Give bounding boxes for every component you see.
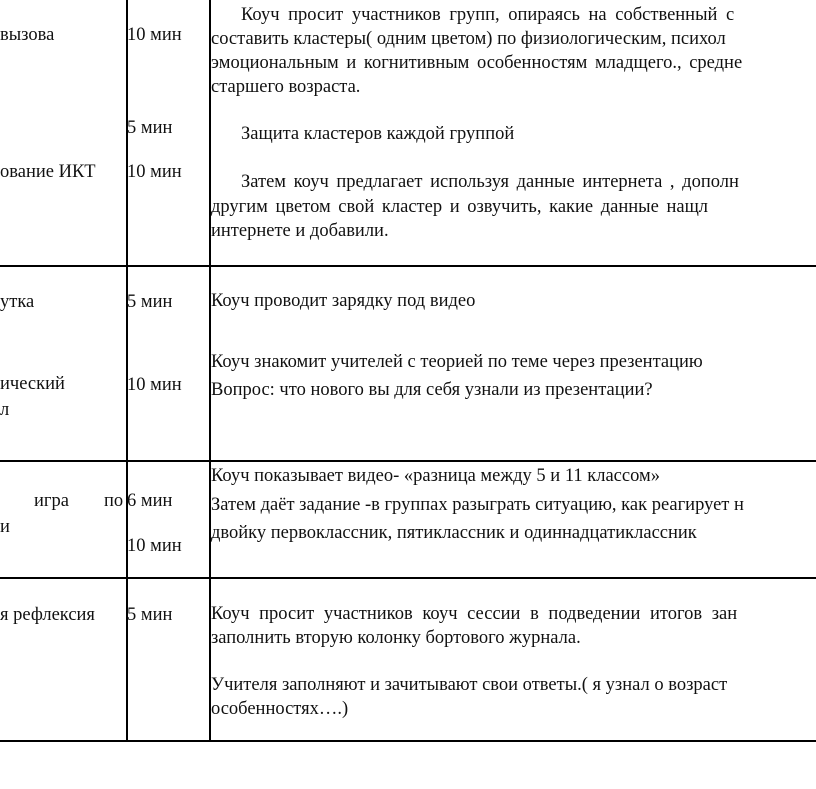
activity-cell-text: по: [104, 491, 124, 511]
content-line: составить кластеры( одним цветом) по физиологическим, психол: [211, 29, 726, 49]
content-line: Защита кластеров каждой группой: [241, 124, 515, 144]
content-line: Коуч проводит зарядку под видео: [211, 291, 476, 311]
activity-cell-text: утка: [0, 292, 35, 312]
activity-cell-text: ование ИКТ: [0, 162, 96, 182]
time-cell-text: 10 мин: [127, 25, 182, 45]
content-line: Учителя заполняют и зачитывают свои ответы.( я узнал о возраст: [211, 675, 728, 695]
time-cell-text: 6 мин: [127, 491, 173, 511]
activity-cell-text: вызова: [0, 25, 55, 45]
activity-cell-text: игра: [34, 491, 69, 511]
content-line: эмоциональным и когнитивным особенностям младщего., средне: [211, 53, 743, 73]
time-cell-text: 10 мин: [127, 375, 182, 395]
content-line: Коуч просит участников групп, опираясь на собственный с: [241, 5, 735, 25]
column-divider-1: [126, 0, 128, 742]
content-line: особенностях….): [211, 699, 349, 719]
content-line: Затем даёт задание -в группах разыграть ситуацию, как реагирует н: [211, 495, 744, 515]
time-cell-text: 5 мин: [127, 605, 173, 625]
time-cell-text: 5 мин: [127, 292, 173, 312]
time-cell-text: 10 мин: [127, 536, 182, 556]
activity-cell-text: ический: [0, 374, 65, 394]
content-line: Вопрос: что нового вы для себя узнали из презентации?: [211, 380, 653, 400]
content-line: старшего возраста.: [211, 77, 361, 97]
row-divider-1: [0, 265, 816, 267]
content-line: интернете и добавили.: [211, 221, 389, 241]
row-divider-2: [0, 460, 816, 462]
content-line: Коуч просит участников коуч сессии в подведении итогов зан: [211, 604, 738, 624]
content-line: Коуч показывает видео- «разница между 5 и 11 классом»: [211, 466, 660, 486]
content-line: Коуч знакомит учителей с теорией по теме через презентацию: [211, 352, 703, 372]
activity-cell-text: и: [0, 517, 10, 537]
time-cell-text: 10 мин: [127, 162, 182, 182]
activity-cell-text: л: [0, 400, 10, 420]
row-divider-4: [0, 740, 816, 742]
row-divider-3: [0, 577, 816, 579]
content-line: другим цветом свой кластер и озвучить, какие данные нащл: [211, 197, 709, 217]
content-line: двойку первоклассник, пятиклассник и одиннадцатиклассник: [211, 523, 697, 543]
content-line: Затем коуч предлагает используя данные интернета , дополн: [241, 172, 739, 192]
content-line: заполнить вторую колонку бортового журнала.: [211, 628, 581, 648]
time-cell-text: 5 мин: [127, 118, 173, 138]
activity-cell-text: я рефлексия: [0, 605, 95, 625]
